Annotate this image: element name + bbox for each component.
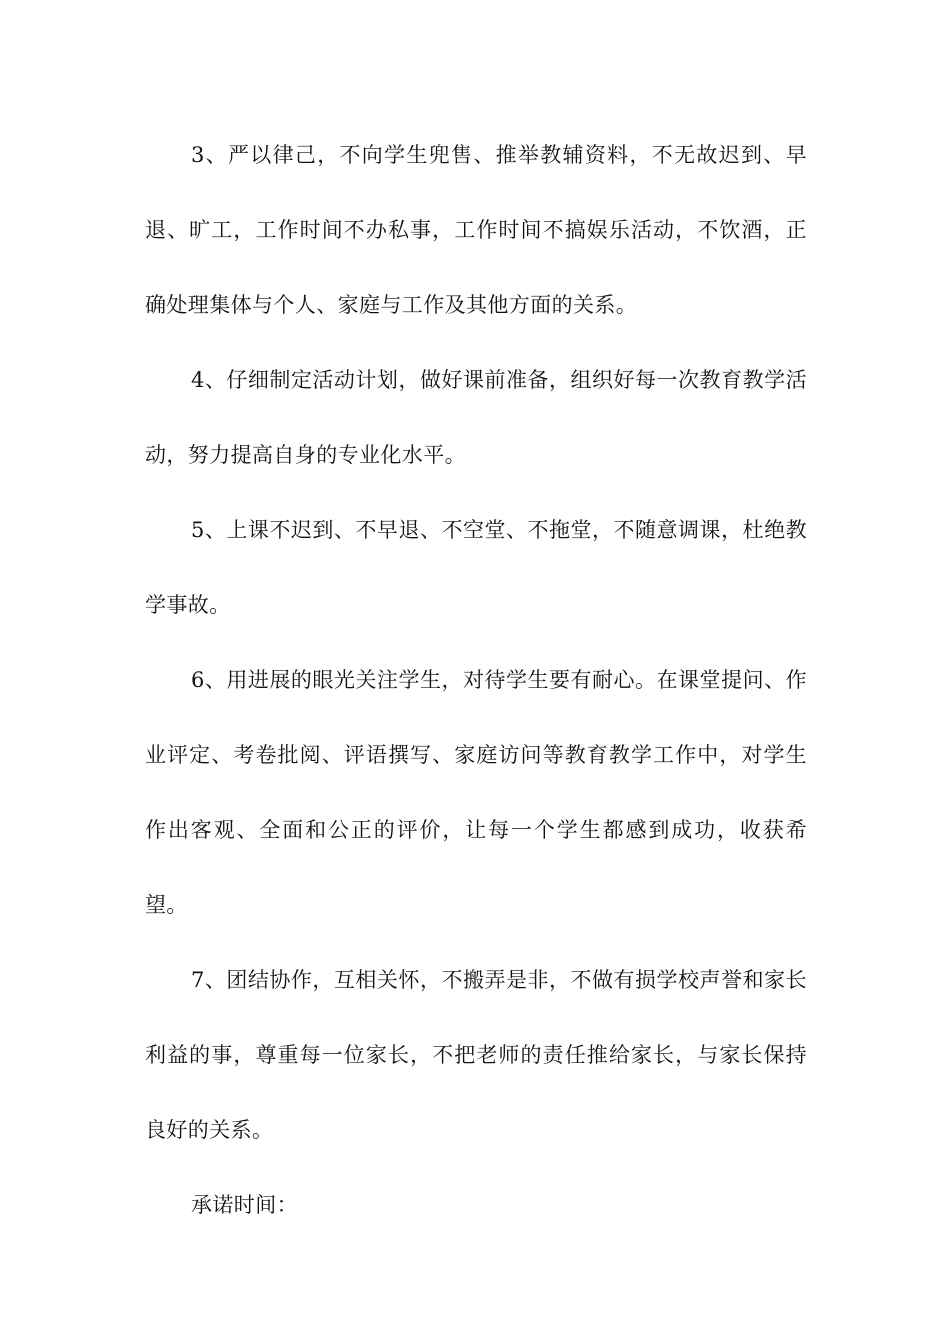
paragraph-item-4: 4、仔细制定活动计划，做好课前准备，组织好每一次教育教学活动，努力提高自身的专业化水平。	[145, 368, 807, 467]
document-body	[145, 118, 807, 1243]
paragraph-item-3: 3、严以律己，不向学生兜售、推举教辅资料，不无故迟到、早退、旷工，工作时间不办私事，工作时间不搞娱乐活动，不饮酒，正确处理集体与个人、家庭与工作及其他方面的关系。	[145, 143, 807, 317]
paragraph-item-6: 6、用进展的眼光关注学生，对待学生要有耐心。在课堂提问、作业评定、考卷批阅、评语撰写、家庭访问等教育教学工作中，对学生作出客观、全面和公正的评价，让每一个学生都感到成功，收获希望。	[145, 668, 807, 917]
paragraph-item-5: 5、上课不迟到、不早退、不空堂、不拖堂，不随意调课，杜绝教学事故。	[145, 518, 807, 617]
commitment-time-label: 承诺时间：	[191, 1193, 298, 1217]
paragraph-item-7: 7、团结协作，互相关怀，不搬弄是非，不做有损学校声誉和家长利益的事，尊重每一位家长，不把老师的责任推给家长，与家长保持良好的关系。	[145, 968, 807, 1142]
